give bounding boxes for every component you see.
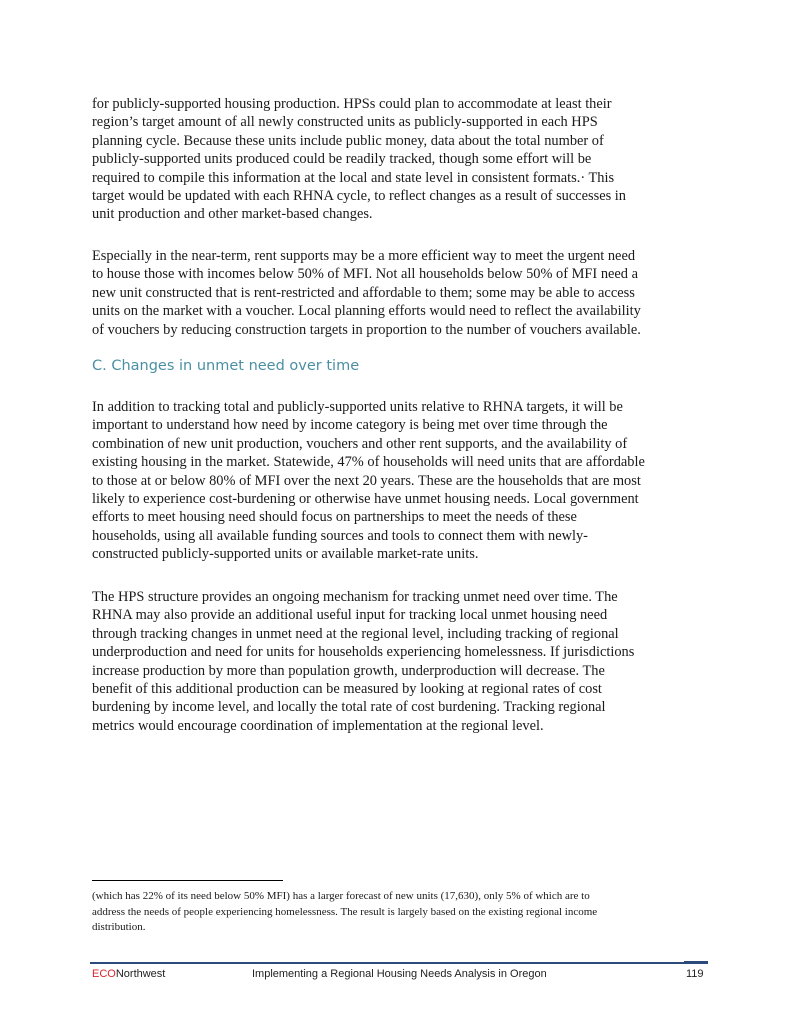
footnote	[92, 889, 597, 936]
text-line: of vouchers by reducing construction targets in proportion to the number of vouchers available.	[92, 321, 641, 338]
text-line: increase production by more than population growth, underproduction will decrease. The	[92, 662, 605, 679]
text-line: unit production and other market-based changes.	[92, 206, 373, 223]
text-line: (which has 22% of its need below 50% MFI) has a larger forecast of new units (17,630), only 5% of which are to	[92, 890, 590, 902]
text-line: RHNA may also provide an additional useful input for tracking local unmet housing need	[92, 607, 608, 624]
paragraph-3	[92, 398, 645, 564]
paragraph-1	[92, 95, 626, 224]
section-heading: C. Changes in unmet need over time	[92, 358, 360, 374]
brand-northwest: Northwest	[115, 968, 166, 980]
text-line: metrics would encourage coordination of implementation at the regional level.	[92, 717, 544, 734]
text-line: benefit of this additional production can be measured by looking at regional rates of cost	[92, 681, 602, 698]
footer-brand	[92, 968, 165, 980]
text-line: existing housing in the market. Statewide, 47% of households will need units that are affordable	[92, 454, 645, 471]
text-line: In addition to tracking total and publicly-supported units relative to RHNA targets, it will be	[92, 399, 623, 415]
page-number: 119	[686, 968, 704, 980]
text-line: through tracking changes in unmet need at the regional level, including tracking of regional	[92, 625, 619, 642]
text-line: combination of new unit production, vouchers and other rent supports, and the availability of	[92, 435, 628, 452]
brand-eco: ECO	[92, 968, 116, 980]
text-line: region’s target amount of all newly constructed units as publicly-supported in each HPS	[92, 114, 598, 131]
text-line: new unit constructed that is rent-restricted and affordable to them; some may be able to access	[92, 284, 635, 301]
text-line: distribution.	[92, 921, 146, 934]
text-line: address the needs of people experiencing homelessness. The result is largely based on the existing regional income	[92, 905, 598, 918]
footer-divider-accent	[684, 961, 708, 964]
paragraph-4	[92, 588, 634, 735]
text-line: constructed publicly-supported units or available market-rate units.	[92, 546, 479, 563]
footnote-divider	[92, 880, 283, 881]
text-line: for publicly-supported housing production. HPSs could plan to accommodate at least their	[92, 96, 612, 112]
paragraph-2	[92, 247, 641, 339]
text-line: target would be updated with each RHNA cycle, to reflect changes as a result of successes in	[92, 188, 627, 205]
text-line: required to compile this information at the local and state level in consistent formats.· This	[92, 169, 615, 186]
text-line: likely to experience cost-burdening or otherwise have unmet housing needs. Local government	[92, 491, 639, 508]
text-line: efforts to meet housing need should focus on partnerships to meet the needs of these	[92, 509, 577, 526]
text-line: The HPS structure provides an ongoing mechanism for tracking unmet need over time. The	[92, 589, 618, 605]
text-line: publicly-supported units produced could be readily tracked, though some effort will be	[92, 151, 592, 168]
text-line: important to understand how need by income category is being met over time through the	[92, 417, 608, 434]
text-line: Especially in the near-term, rent supports may be a more efficient way to meet the urgent need	[92, 248, 636, 264]
text-line: to house those with incomes below 50% of MFI. Not all households below 50% of MFI need a	[92, 266, 638, 283]
text-line: households, using all available funding sources and tools to connect them with newly-	[92, 527, 588, 544]
text-line: units on the market with a voucher. Local planning efforts would need to reflect the availability	[92, 303, 641, 320]
text-line: burdening by income level, and locally the total rate of cost burdening. Tracking regional	[92, 699, 606, 716]
text-line: underproduction and need for units for households experiencing homelessness. If jurisdictions	[92, 644, 635, 661]
footer-divider	[90, 962, 708, 964]
text-line: to those at or below 80% of MFI over the next 20 years. These are the households that are most	[92, 472, 641, 489]
footer-title: Implementing a Regional Housing Needs Analysis in Oregon	[252, 968, 547, 980]
text-line: planning cycle. Because these units include public money, data about the total number of	[92, 132, 604, 149]
